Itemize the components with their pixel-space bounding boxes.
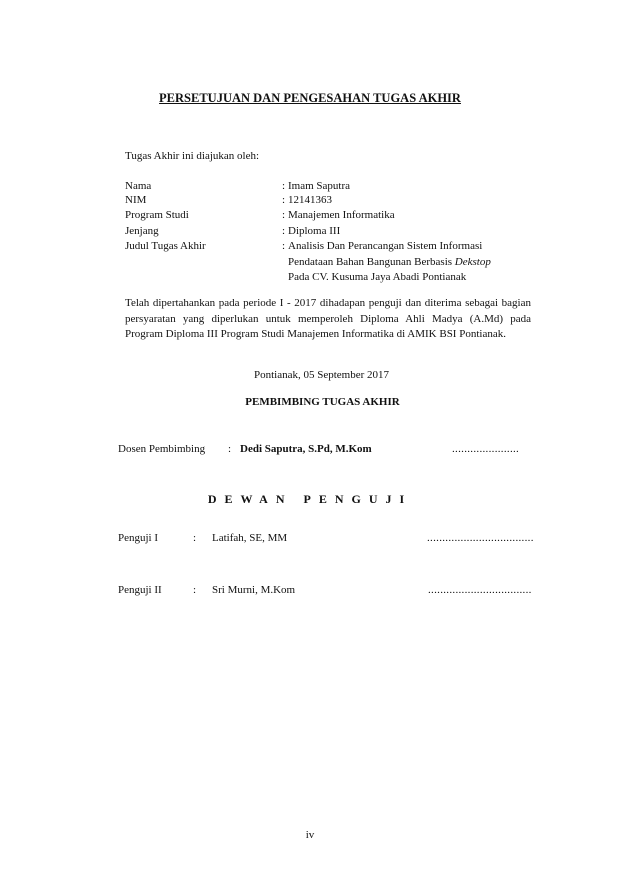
penguji-2-sep: :	[193, 584, 197, 596]
field-sep: :	[282, 180, 286, 192]
dosen-name: Dedi Saputra, S.Pd, M.Kom	[240, 443, 372, 455]
penguji-2-label: Penguji II	[118, 584, 162, 596]
date-line: Pontianak, 05 September 2017	[253, 369, 390, 381]
page-title: PERSETUJUAN DAN PENGESAHAN TUGAS AKHIR	[159, 91, 461, 105]
penguji-1-name: Latifah, SE, MM	[212, 532, 288, 544]
field-value-program-studi: Manajemen Informatika	[288, 209, 395, 221]
page-number: iv	[305, 829, 315, 841]
field-value-nim: 12141363	[288, 194, 332, 206]
field-value-judul-line-3: Pada CV. Kusuma Jaya Abadi Pontianak	[288, 271, 467, 283]
approval-paragraph: Telah dipertahankan pada periode I - 2017 dihadapan penguji dan diterima sebagai bagian persyaratan yang diperlukan untuk memperoleh Diploma Ahli Madya (A.Md) pada Program Diploma III Program Studi Manajemen Informatika di AMIK BSI Pontianak.	[125, 297, 531, 340]
field-label-judul: Judul Tugas Akhir	[125, 240, 206, 252]
field-sep: :	[282, 225, 286, 237]
field-value-nama: Imam Saputra	[288, 180, 351, 192]
dewan-penguji-heading: DEWAN PENGUJI	[207, 492, 413, 506]
penguji-2-signature-line: ..................................	[428, 584, 532, 596]
dosen-label: Dosen Pembimbing	[118, 443, 206, 455]
field-label-nama: Nama	[125, 180, 152, 192]
field-value-judul-line-1: Analisis Dan Perancangan Sistem Informasi	[288, 240, 483, 252]
dosen-signature-line: ......................	[452, 443, 520, 455]
field-label-program-studi: Program Studi	[125, 209, 189, 221]
field-sep: :	[282, 240, 286, 252]
penguji-1-signature-line: ...................................	[427, 532, 534, 544]
field-sep: :	[282, 209, 286, 221]
dosen-sep: :	[228, 443, 232, 455]
penguji-1-sep: :	[193, 532, 197, 544]
penguji-2-name: Sri Murni, M.Kom	[212, 584, 296, 596]
field-value-judul-line-2	[288, 256, 491, 268]
judul-italic-word: Dekstop	[454, 256, 491, 268]
judul-line-2-text: Pendataan Bahan Bangunan Berbasis	[288, 256, 455, 268]
field-label-nim: NIM	[125, 194, 147, 206]
field-label-jenjang: Jenjang	[125, 225, 159, 237]
penguji-1-label: Penguji I	[118, 532, 159, 544]
pembimbing-heading: PEMBIMBING TUGAS AKHIR	[245, 396, 400, 408]
field-value-jenjang: Diploma III	[288, 225, 341, 237]
intro-text: Tugas Akhir ini diajukan oleh:	[125, 150, 260, 162]
field-sep: :	[282, 194, 286, 206]
